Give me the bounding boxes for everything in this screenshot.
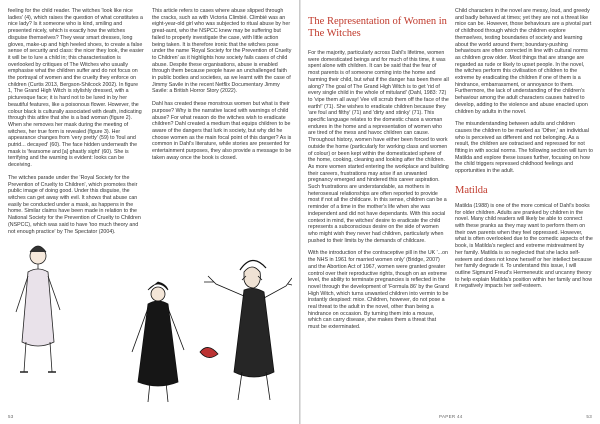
paragraph: The misunderstanding between adults and children causes the children to be marked as 'Other,' an individual who is perceived as different and not belonging. As a result, the children are ostracised and repressed for not fitting in with social norms. The following section will turn to Matilda and explore these issues further, focusing on how the child triggers repressed childhood feelings and opportunities in the adult. <box>455 121 593 175</box>
running-footer: PAPER 44 <box>439 414 463 419</box>
figure-1-illustration <box>16 246 60 372</box>
paragraph: feeling for the child reader. The witches 'look like nice ladies' (4), which raises the question of what constitutes a nice lady? Is it someone who is kind, smiling and presented nicely, which is exactly how the witches disguise themselves? They wear smart dresses, long gloves, make-up and high heeled shoes, to create a false sense of security and class: the nicer they look, the easier it will be to lure a child in; this characterisation is overlooked by critiques of The Witches who usually emphasise what the children suffer and do not focus on the portrayal of women and the cruelty they enforce on children (Curtis 2013, Bergson-Shilcock 2002). In figure 1, The Grand High Witch is stylishly dressed, with a picturesque face; it is hard not to be lured in by her beautiful features, like a poisonous flower. However, the colour black is culturally associated with death, indicating through this attire that she is a bad woman (figure 2). When she removes her mask during the meeting of witches, her true form is revealed (figure 3). Her appearance changes from 'very pretty' (59) to 'foul and putrid... decayed' (60). The face hidden underneath the mask is 'fearsome and [a] ghastly sight' (60). She is terrifying and the warning is evident: looks can be deceiving. <box>8 8 144 169</box>
figure-2-illustration <box>132 282 184 402</box>
figure-3-illustration <box>200 260 292 400</box>
paragraph: This article refers to cases where abuse slipped through the cracks, such as with Victoria Climbié. Climbié was an eight-year-old girl who was subjected to ritual abuse by her great-aunt, who the NSPCC knew may be suffering but failed to properly investigate the case, with little action being taken. It is therefore ironic that the witches pose under the name 'Royal Society for the Prevention of Cruelty to Children' as it highlights how society fails cases of child abuse. Despite these organisations, abuse is enabled through them because people have an unchallenged faith in public bodies and societies, as we learnt with the case of Jimmy Savile in the recent Netflix Documentary Jimmy Savile: a British Horror Story (2022). <box>152 8 292 95</box>
section-heading: The Representation of Women in The Witches <box>308 16 447 39</box>
paragraph: Child characters in the novel are messy, loud, and greedy and badly behaved at times; yet they are not a threat like mice can be. However, those behaviours are a pivotal part of childhood through which the children explore themselves, testing boundaries of society and learning about the world around them; boundary-pushing behaviours are often corrected in line with cultural norms as children grow older. Most things that are strange are regarded as rude or likely to upset people. In the novel, the witches perform this civilisation of children to the extreme by eradicating the children if one of them is a hindrance, embarrassment, or annoyance to them. Furthermore, the lack of understanding of the children's behaviour among the adult characters causes hatred to develop, adding to the violence and abuse enacted upon children by adults in the novel. <box>455 8 592 115</box>
right-column-1 <box>308 8 449 337</box>
page-number-left: 53 <box>8 414 14 419</box>
left-column-2 <box>152 8 292 167</box>
subsection-heading: Matilda <box>455 184 488 196</box>
paragraph: With the introduction of the contraceptive pill in the UK '...on the NHS in 1961 for married women only' (Bridge, 2007) and the Abortion Act of 1967, women were granted greater control over their reproductive rights, though on an extreme level, the ability to terminate pregnancies is reflected in the novel through the development of 'Formula 86' by the Grand High Witch, which turns unwanted children into vermin to be instantly despised: mice. Children, however, do not pose a real threat to the adult in the novel, other than being a hindrance on occasion. By turning them into a mouse, which can carry disease, she makes them a threat that must be exterminated. <box>308 250 450 331</box>
paragraph: Dahl has created these monstrous women but what is their purpose? Why is the narrative laced with warnings of child abuse? For what reason do the witches wish to eradicate children? Dahl created a medium that equips children to be aware of the dangers that lurk in society, but why did he choose women as the main focal point of this danger? As is common in Dahl's literature, while stories are presented for entertainment purposes, they also provide a message to be taken away once the book is closed. <box>152 101 292 161</box>
paragraph: The witches parade under the 'Royal Society for the Prevention of Cruelty to Children', which promotes their public image of doing good. Under this disguise, the witches can get away with evil. It shows that abuse can easily be conducted under a mask, as happens in the home. Similar claims have been made in relation to the National Society for the Prevention of Cruelty to Children (NSPCC), which was said to have 'too much theory and not enough practice' by The Spectator (2004). <box>8 174 141 235</box>
right-column-2 <box>455 8 593 296</box>
left-column-1 <box>8 8 144 241</box>
paragraph: Matilda (1988) is one of the more comical of Dahl's books for older children. Adults are pranked by children in the novel. Many child readers will likely be able to connect with these pranks as they may want to perform them on their own parents when they feel oppressed. However, what is often overlooked due to the comedic aspects of the book, is Matilda's neglect and extreme mistreatment by her family. Matilda is so neglected that she lacks self-esteem and does not know herself or her intellect because her family degrade it. To understand this issue, I will outline Sigmund Freud's Hermeneutic and uncanny theory to help explain Matilda's position within her family and how it negatively impacts her self-esteem. <box>455 202 593 290</box>
page-number-right: 53 <box>586 414 592 419</box>
book-gutter <box>299 0 301 424</box>
paragraph: For the majority, particularly across Dahl's lifetime, women were domesticated beings and for much of this time, it was spent alone with children. It can be said that the fear of most parents is of someone coming into the home and harming their child, but what if the danger has been there all along? The goal of The Grand High Witch is to get 'rid of every single child in the whole of mituland' (Dahl, 1983: 72) to 'vipe them all avay! Vee vill scrrub them off the face of the earth!' (71). She wishes to eradicate children because they 'are foul and filthy' (71) and 'dirty and stinky' (71). This specific language relates to the domestic chaos a woman endures in the home and a representation of women who are tired of the mess and havoc children can cause. Throughout history, women have either been forced to work outside the home (particularly for working class and women of colour) or been kept within the domesticated sphere of the home, cooking, cleaning and looking after the children. As more women started entering the workplace and building their careers, frustrations may arise if an unwanted pregnancy emerged and hindered this career aspiration. Such frustrations are understandable, as mothers in heterosexual relationships are often reported to provide most if not all the childcare. In this sense, children can be a reminder of a time in the mother's life when she was independent and did not have dependants. With this social context in mind, the witches' desire to eradicate the child represents a subconscious desire on the side of women who might wish they never had children, particularly when pushed to their limits by the demands of childcare. <box>308 50 449 244</box>
witch-illustrations <box>8 232 292 410</box>
